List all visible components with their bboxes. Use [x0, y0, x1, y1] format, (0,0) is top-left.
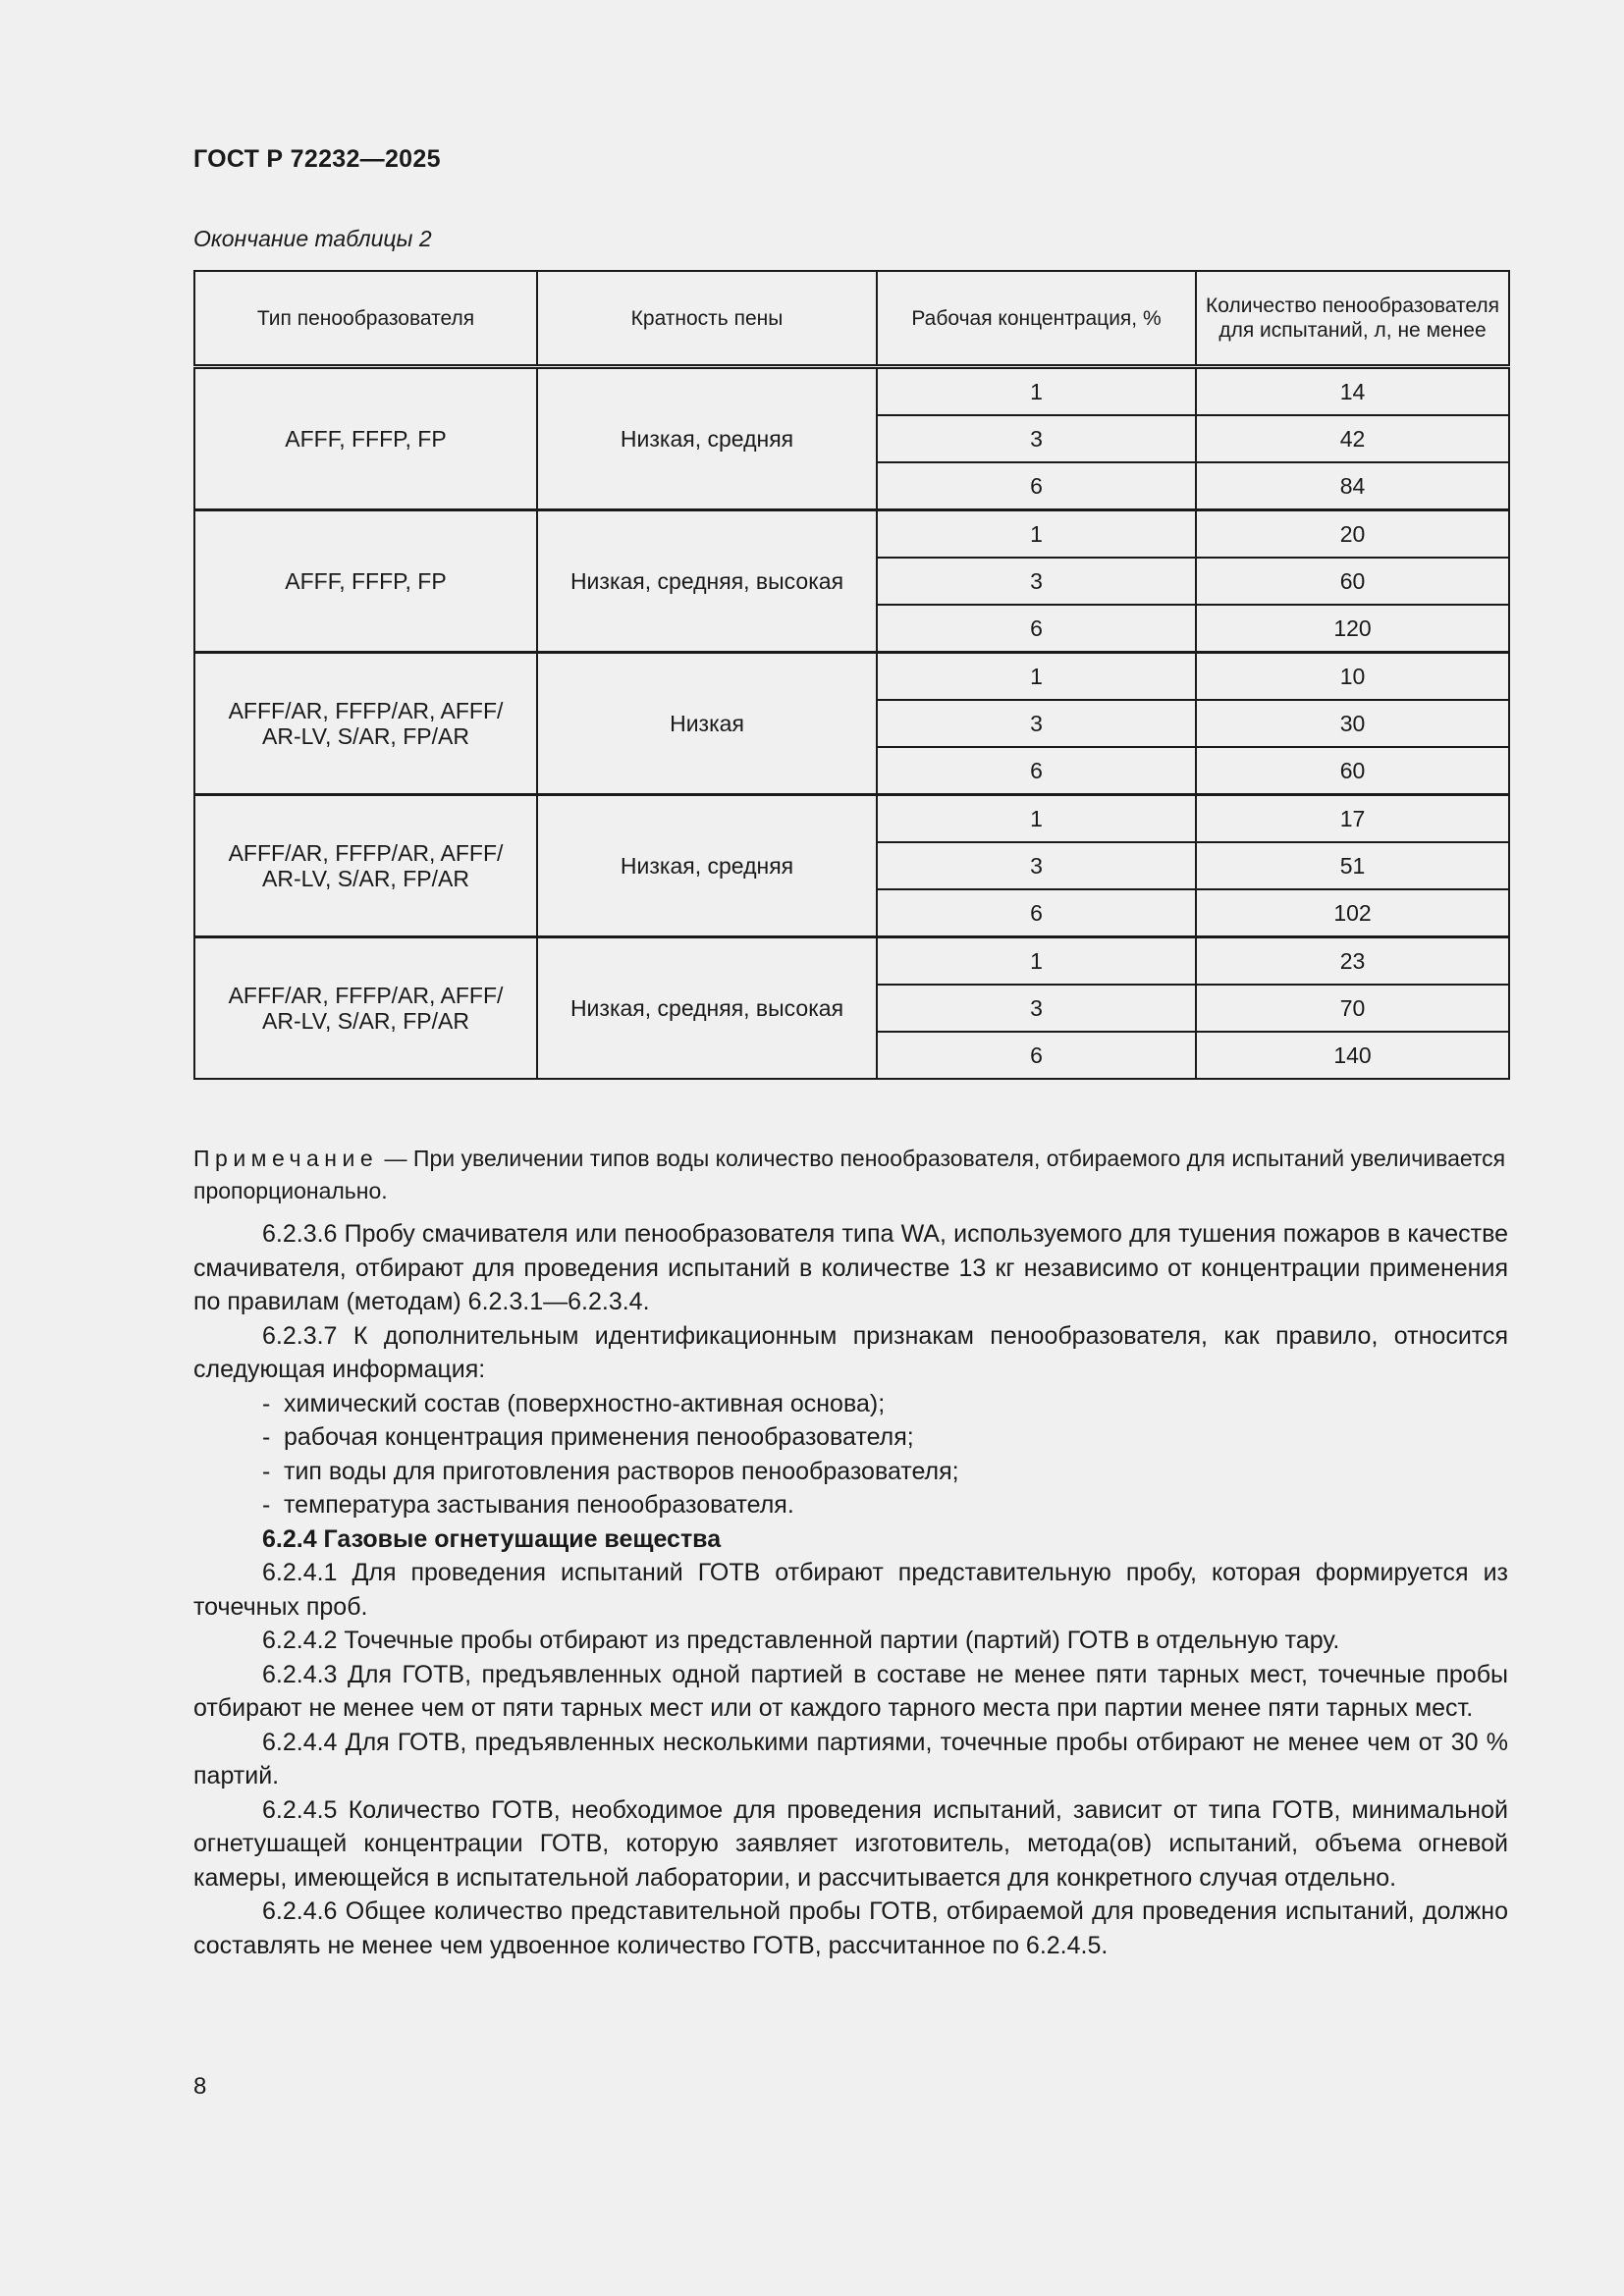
foam-type-cell: AFFF/AR, FFFP/AR, AFFF/ AR-LV, S/AR, FP/AR	[194, 653, 537, 795]
list-dash: -	[262, 1491, 271, 1519]
concentration-cell: 1	[877, 367, 1196, 416]
list-item-text: химический состав (поверхностно-активная основа);	[284, 1389, 886, 1417]
quantity-cell: 20	[1196, 510, 1509, 559]
paragraph-6-2-4-3: 6.2.4.3 Для ГОТВ, предъявленных одной партией в составе не менее пяти тарных мест, точечные пробы отбирают не менее чем от пяти тарных мест или от каждого тарного места при партии менее пяти тарных мест.	[193, 1660, 1508, 1722]
concentration-cell: 1	[877, 795, 1196, 843]
note-label: Примечание	[193, 1146, 379, 1171]
page-number: 8	[193, 2073, 207, 2100]
quantity-cell: 102	[1196, 889, 1509, 937]
list-item-text: температура застывания пенообразователя.	[284, 1491, 794, 1519]
concentration-cell: 3	[877, 558, 1196, 605]
column-header: Количество пенообразователя для испытаний, л, не менее	[1196, 271, 1509, 367]
concentration-cell: 3	[877, 842, 1196, 889]
column-header: Рабочая концентрация, %	[877, 271, 1196, 367]
expansion-cell: Низкая, средняя	[537, 795, 877, 937]
table-row	[194, 510, 1509, 559]
quantity-cell: 30	[1196, 700, 1509, 747]
list-item	[193, 1488, 1508, 1522]
expansion-cell: Низкая, средняя, высокая	[537, 510, 877, 653]
expansion-cell: Низкая, средняя, высокая	[537, 937, 877, 1080]
quantity-cell: 60	[1196, 558, 1509, 605]
list-dash: -	[262, 1389, 271, 1417]
document-header: ГОСТ Р 72232—2025	[193, 145, 441, 173]
section-heading-6-2-4: 6.2.4 Газовые огнетушащие вещества	[262, 1524, 722, 1553]
quantity-cell: 14	[1196, 367, 1509, 416]
quantity-cell: 120	[1196, 605, 1509, 653]
concentration-cell: 6	[877, 462, 1196, 510]
concentration-cell: 6	[877, 747, 1196, 795]
paragraph-6-2-4-1: 6.2.4.1 Для проведения испытаний ГОТВ отбирают представительную пробу, которая формируется из точечных проб.	[193, 1559, 1508, 1621]
paragraph-6-2-4-2: 6.2.4.2 Точечные пробы отбирают из представленной партии (партий) ГОТВ в отдельную тару.	[262, 1627, 1340, 1654]
list-item-text: рабочая концентрация применения пенообразователя;	[284, 1423, 914, 1451]
paragraph-6-2-4-6: 6.2.4.6 Общее количество представительной пробы ГОТВ, отбираемой для проведения испытаний, должно составлять не менее чем удвоенное количество ГОТВ, рассчитанное по 6.2.4.5.	[193, 1897, 1508, 1959]
foam-type-cell: AFFF/AR, FFFP/AR, AFFF/ AR-LV, S/AR, FP/AR	[194, 937, 537, 1080]
note-text: — При увеличении типов воды количество пенообразователя, отбираемого для испытаний увеличивается пропорционально.	[193, 1146, 1506, 1203]
table-header-row	[194, 271, 1509, 367]
concentration-cell: 3	[877, 700, 1196, 747]
table-row	[194, 795, 1509, 843]
concentration-cell: 1	[877, 653, 1196, 701]
quantity-cell: 23	[1196, 937, 1509, 986]
quantity-cell: 10	[1196, 653, 1509, 701]
concentration-cell: 1	[877, 510, 1196, 559]
quantity-cell: 42	[1196, 415, 1509, 462]
foam-type-cell: AFFF/AR, FFFP/AR, AFFF/ AR-LV, S/AR, FP/AR	[194, 795, 537, 937]
quantity-cell: 140	[1196, 1032, 1509, 1079]
quantity-cell: 17	[1196, 795, 1509, 843]
quantity-cell: 51	[1196, 842, 1509, 889]
concentration-cell: 3	[877, 985, 1196, 1032]
table-row	[194, 367, 1509, 416]
quantity-cell: 60	[1196, 747, 1509, 795]
concentration-cell: 6	[877, 605, 1196, 653]
list-dash: -	[262, 1457, 271, 1485]
table-row	[194, 653, 1509, 701]
list-item	[193, 1455, 1508, 1489]
concentration-cell: 6	[877, 1032, 1196, 1079]
table-caption: Окончание таблицы 2	[193, 226, 432, 251]
paragraph-6-2-4-4: 6.2.4.4 Для ГОТВ, предъявленных несколькими партиями, точечные пробы отбирают не менее чем от 30 % партий.	[193, 1728, 1508, 1789]
column-header: Кратность пены	[537, 271, 877, 367]
foam-agent-table	[193, 270, 1510, 1080]
foam-type-cell: AFFF, FFFP, FP	[194, 510, 537, 653]
expansion-cell: Низкая	[537, 653, 877, 795]
concentration-cell: 3	[877, 415, 1196, 462]
paragraph-6-2-4-5: 6.2.4.5 Количество ГОТВ, необходимое для проведения испытаний, зависит от типа ГОТВ, минимальной огнетушащей концентрации ГОТВ, которую заявляет изготовитель, метода(ов) испытаний, объема огневой камеры, имеющейся в испытательной лаборатории, и рассчитывается для конкретного случая отдельно.	[193, 1795, 1508, 1892]
list-item	[193, 1420, 1508, 1455]
column-header: Тип пенообразователя	[194, 271, 537, 367]
concentration-cell: 1	[877, 937, 1196, 986]
list-item	[193, 1387, 1508, 1421]
paragraph-6-2-3-6: 6.2.3.6 Пробу смачивателя или пенообразователя типа WA, используемого для тушения пожаров в качестве смачивателя, отбирают для проведения испытаний в количестве 13 кг независимо от концентрации применения по правилам (методам) 6.2.3.1—6.2.3.4.	[193, 1220, 1508, 1315]
table-body	[194, 367, 1509, 1080]
expansion-cell: Низкая, средняя	[537, 367, 877, 510]
paragraph-6-2-3-7: 6.2.3.7 К дополнительным идентификационным признакам пенообразователя, как правило, относится следующая информация:	[193, 1321, 1508, 1383]
table-note	[193, 1143, 1508, 1207]
foam-type-cell: AFFF, FFFP, FP	[194, 367, 537, 510]
table-row	[194, 937, 1509, 986]
quantity-cell: 70	[1196, 985, 1509, 1032]
concentration-cell: 6	[877, 889, 1196, 937]
body-text	[193, 1217, 1508, 1962]
list-item-text: тип воды для приготовления растворов пенообразователя;	[284, 1457, 959, 1485]
quantity-cell: 84	[1196, 462, 1509, 510]
list-dash: -	[262, 1423, 271, 1451]
